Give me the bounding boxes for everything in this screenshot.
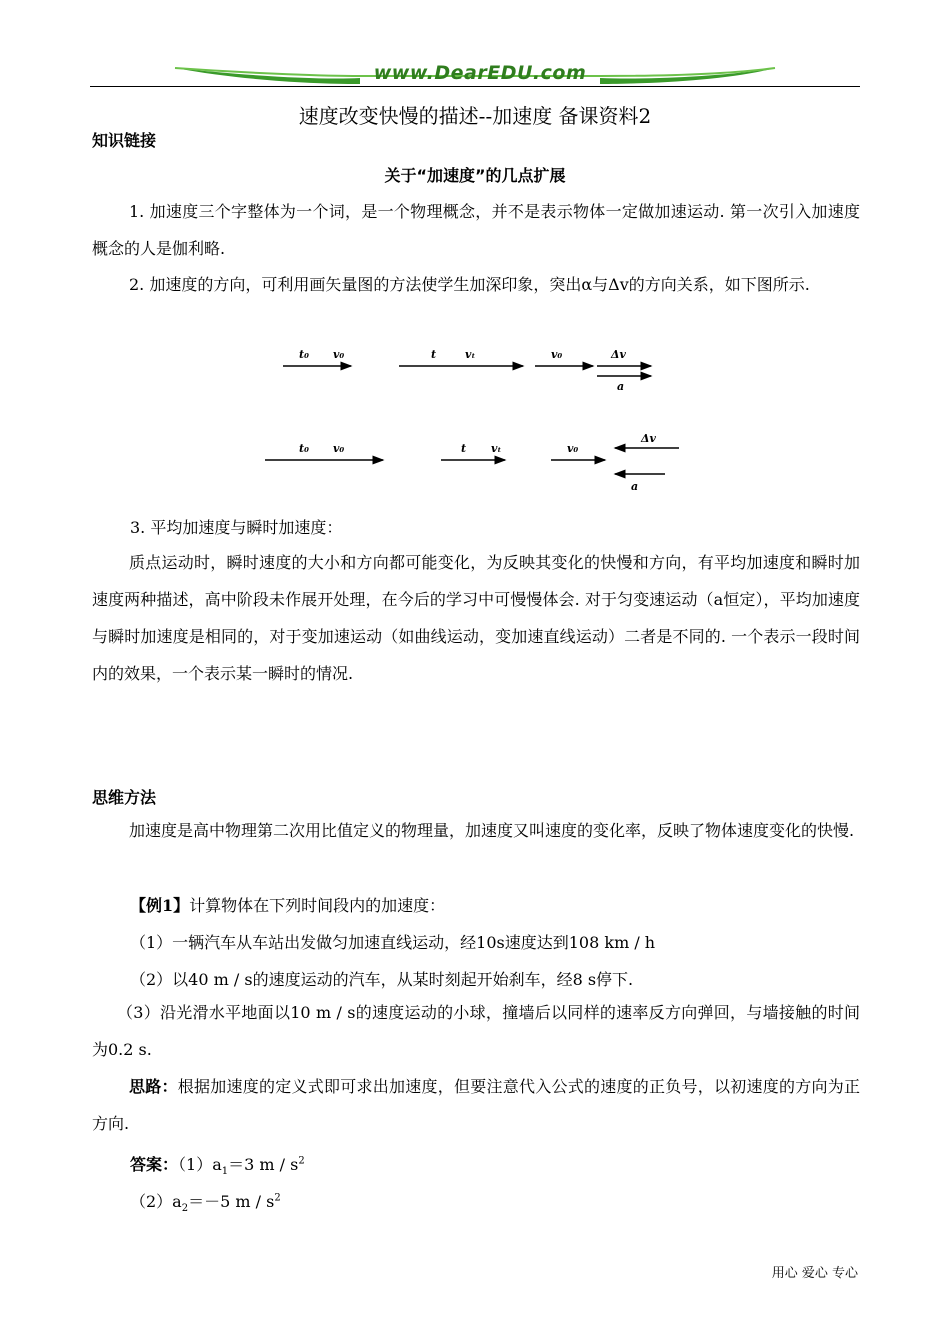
example-1 [130, 893, 445, 916]
answer-1 [130, 1152, 305, 1177]
label-a-row2: a [631, 480, 639, 493]
paragraph-3: 3. 平均加速度与瞬时加速度： [130, 518, 343, 537]
method-paragraph: 加速度是高中物理第二次用比值定义的物理量，加速度又叫速度的变化率，反映了物体速度变化的快慢. [129, 821, 855, 840]
answer-1-value: ＝3 m / s [228, 1155, 299, 1174]
idea-text: 根据加速度的定义式即可求出加速度，但要注意代入公式的速度的正负号，以初速度的方向为正方向. [92, 1077, 860, 1133]
label-t-row2: t [461, 442, 467, 455]
answer-2-value: ＝－5 m / s [188, 1192, 275, 1211]
label-t0-row1: t₀ [299, 348, 309, 361]
label-v0-row2: v₀ [333, 442, 345, 455]
page-title: 速度改变快慢的描述--加速度 备课资料2 [298, 104, 652, 128]
label-dv-row1: Δv [611, 348, 626, 361]
answer-2-sup: 2 [274, 1192, 281, 1204]
label-t0-row2: t₀ [299, 442, 309, 455]
question-2: （2）以40 m / s的速度运动的汽车，从某时刻起开始刹车，经8 s停下. [130, 970, 634, 989]
answer-2-pre: （2）a [130, 1192, 182, 1211]
label-vt-row2: vₜ [491, 442, 502, 455]
label-v0-row1: v₀ [333, 348, 345, 361]
section-subtitle: 关于“加速度”的几点扩展 [384, 166, 566, 185]
example-tag: 【例1】 [130, 896, 190, 915]
answer-1-pre: （1）a [178, 1155, 222, 1174]
label-v0b-row2: v₀ [567, 442, 579, 455]
answer-tag: 答案： [130, 1155, 179, 1174]
idea-paragraph [92, 1068, 860, 1142]
paragraph-2: 2. 加速度的方向，可利用画矢量图的方法使学生加深印象，突出α与Δv的方向关系，如下图所示. [129, 275, 810, 294]
answer-2 [130, 1189, 281, 1214]
answer-2-sub: 2 [181, 1203, 189, 1215]
header-rule [90, 86, 860, 87]
label-a-row1: a [617, 380, 625, 393]
page-footer: 用心 爱心 专心 [771, 1266, 858, 1281]
answer-1-sup: 2 [298, 1155, 305, 1167]
idea-tag: 思路： [129, 1077, 178, 1096]
label-dv-row2: Δv [641, 432, 656, 445]
label-vt-row1: vₜ [465, 348, 476, 361]
answer-1-sub: 1 [221, 1166, 229, 1178]
header-logo-text: www.DearEDU.com [373, 62, 587, 84]
paragraph-1: 1. 加速度三个字整体为一个词，是一个物理概念，并不是表示物体一定做加速运动. 第一次引入加速度概念的人是伽利略. [92, 202, 860, 258]
example-text: 计算物体在下列时间段内的加速度： [189, 896, 446, 915]
section-heading-method: 思维方法 [92, 788, 157, 807]
paragraph-4: 质点运动时，瞬时速度的大小和方向都可能变化，为反映其变化的快慢和方向，有平均加速度和瞬时加速度两种描述，高中阶段未作展开处理，在今后的学习中可慢慢体会. 对于匀变速运动（a恒定），平均加速度与瞬时加速度是相同的，对于变加速运动（如曲线运动，变加速直线运动）二者是不同的. 一个表示一段时间内的效果，一个表示某一瞬时的情况. [92, 553, 860, 683]
question-3: （3）沿光滑水平地面以10 m / s的速度运动的小球，撞墙后以同样的速率反方向弹回，与墙接触的时间为0.2 s. [92, 1003, 860, 1059]
vector-figure [255, 340, 685, 500]
label-t-row1: t [431, 348, 437, 361]
question-1: （1）一辆汽车从车站出发做匀加速直线运动，经10s速度达到108 km / h [130, 933, 656, 952]
label-v0b-row1: v₀ [551, 348, 563, 361]
section-heading-knowledge: 知识链接 [92, 131, 157, 150]
